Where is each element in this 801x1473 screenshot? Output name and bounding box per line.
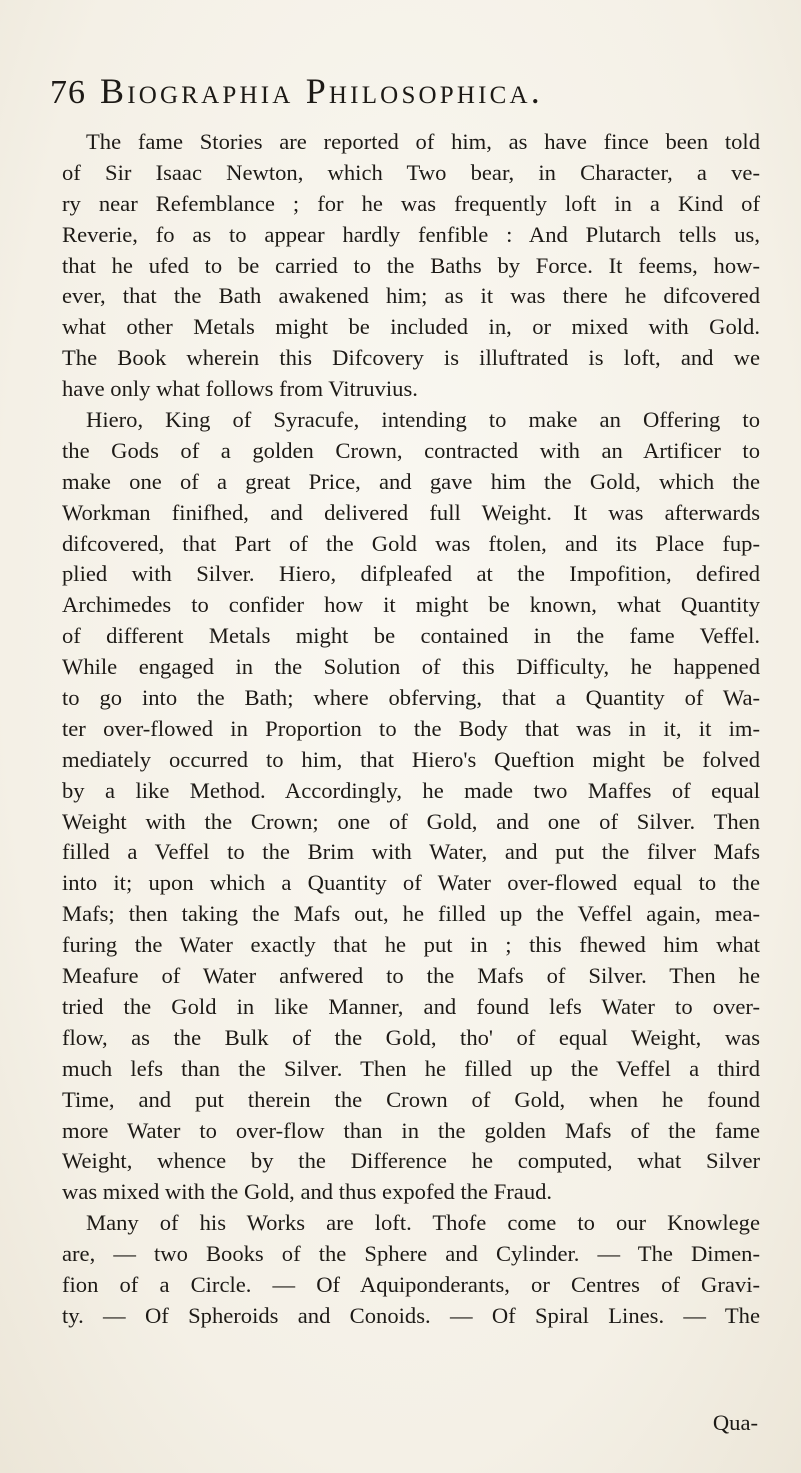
text-line: The Book wherein this Difcovery is illuftrated is loft, and we xyxy=(62,345,760,371)
text-line: the Gods of a golden Crown, contracted with an Artificer to xyxy=(62,437,760,463)
running-title: Biographia Philosophica. xyxy=(100,71,544,111)
text-line: much lefs than the Silver. Then he filled up the Veffel a third xyxy=(62,1055,760,1081)
page-number: 76 xyxy=(50,74,86,111)
text-line: ty. — Of Spheroids and Conoids. — Of Spiral Lines. — The xyxy=(62,1302,760,1328)
text-line: into it; upon which a Quantity of Water over-flowed equal to the xyxy=(62,870,760,896)
text-line: more Water to over-flow than in the golden Mafs of the fame xyxy=(62,1117,760,1143)
catchword: Qua- xyxy=(712,1410,758,1435)
text-line: Weight, whence by the Difference he computed, what Silver xyxy=(62,1148,760,1174)
text-line: Archimedes to confider how it might be known, what Quantity xyxy=(62,592,760,618)
text-line: are, — two Books of the Sphere and Cylinder. — The Dimen- xyxy=(62,1241,760,1267)
text-line: Mafs; then taking the Mafs out, he filled up the Veffel again, mea- xyxy=(62,901,760,927)
text-line: what other Metals might be included in, or mixed with Gold. xyxy=(62,314,760,340)
text-line: The fame Stories are reported of him, as have fince been told xyxy=(86,129,760,154)
page-header xyxy=(50,70,760,120)
text-line: furing the Water exactly that he put in ; this fhewed him what xyxy=(62,932,760,958)
text-line: have only what follows from Vitruvius. xyxy=(62,376,418,402)
text-line: Reverie, fo as to appear hardly fenfible : And Plutarch tells us, xyxy=(62,221,760,247)
text-line: ever, that the Bath awakened him; as it was there he difcovered xyxy=(62,283,760,309)
text-line: Workman finifhed, and delivered full Weight. It was afterwards xyxy=(62,499,760,525)
text-line: fion of a Circle. — Of Aquiponderants, or Centres of Gravi- xyxy=(62,1271,760,1297)
text-line: ry near Refemblance ; for he was frequently loft in a Kind of xyxy=(62,190,760,216)
text-line: to go into the Bath; where obferving, that a Quantity of Wa- xyxy=(62,685,760,711)
text-line: Meafure of Water anfwered to the Mafs of Silver. Then he xyxy=(62,963,760,989)
text-line: mediately occurred to him, that Hiero's Queftion might be folved xyxy=(62,746,760,772)
text-line: ter over-flowed in Proportion to the Body that was in it, it im- xyxy=(62,715,760,741)
text-line: plied with Silver. Hiero, difpleafed at the Impofition, defired xyxy=(62,561,760,587)
text-line: Time, and put therein the Crown of Gold, when he found xyxy=(62,1086,760,1112)
text-line: make one of a great Price, and gave him the Gold, which the xyxy=(62,468,760,494)
text-line: filled a Veffel to the Brim with Water, and put the filver Mafs xyxy=(62,839,760,865)
text-line: Weight with the Crown; one of Gold, and one of Silver. Then xyxy=(62,808,760,834)
text-line: tried the Gold in like Manner, and found lefs Water to over- xyxy=(62,993,760,1019)
text-line: that he ufed to be carried to the Baths by Force. It feems, how- xyxy=(62,252,760,278)
text-line: difcovered, that Part of the Gold was ftolen, and its Place fup- xyxy=(62,530,760,556)
body-text xyxy=(62,127,760,1332)
text-line: flow, as the Bulk of the Gold, tho' of equal Weight, was xyxy=(62,1024,760,1050)
text-line: Hiero, King of Syracufe, intending to make an Offering to xyxy=(86,407,760,433)
text-line: Many of his Works are loft. Thofe come to our Knowlege xyxy=(86,1210,760,1236)
text-line: by a like Method. Accordingly, he made two Maffes of equal xyxy=(62,777,760,803)
text-line: While engaged in the Solution of this Difficulty, he happened xyxy=(62,654,760,680)
text-line: of different Metals might be contained in the fame Veffel. xyxy=(62,623,760,649)
text-line: was mixed with the Gold, and thus expofed the Fraud. xyxy=(62,1179,553,1205)
text-line: of Sir Isaac Newton, which Two bear, in Character, a ve- xyxy=(62,159,760,185)
